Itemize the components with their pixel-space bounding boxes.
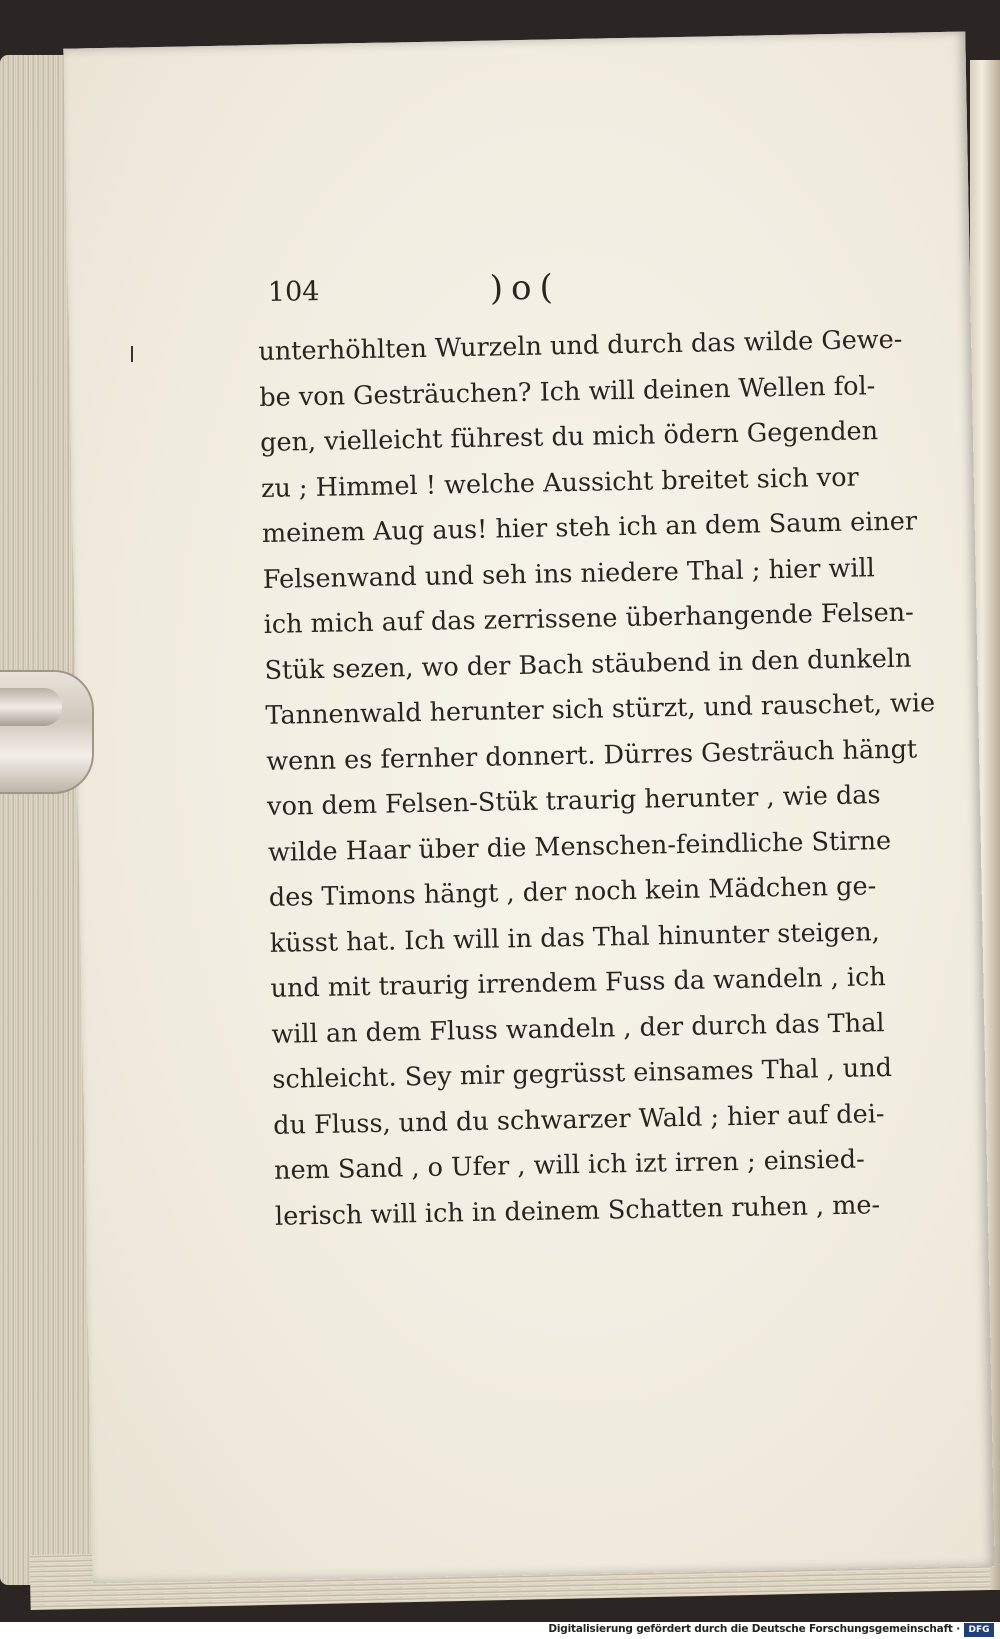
dfg-logo: DFG	[964, 1623, 994, 1637]
text-line: des Timons hängt , der noch kein Mädchen ge-	[268, 871, 877, 913]
text-line: du Fluss, und du schwarzer Wald ; hier auf dei-	[272, 1098, 885, 1141]
page-number: 104	[267, 276, 320, 308]
text-line: Tannenwald herunter sich stürzt, und rauschet, wie	[265, 688, 936, 731]
text-line: unterhöhlten Wurzeln und durch das wilde Gewe-	[258, 324, 903, 367]
margin-mark	[131, 346, 133, 362]
text-line: und mit traurig irrendem Fuss da wandeln , ich	[270, 962, 887, 1004]
running-head-ornament: )o(	[489, 267, 562, 309]
text-line: be von Gesträuchen? Ich will deinen Wellen fol-	[259, 370, 876, 413]
page-header	[268, 267, 789, 327]
body-text	[258, 320, 936, 1240]
text-line: wilde Haar über die Menschen-feindliche Stirne	[267, 825, 892, 868]
text-line: küsst hat. Ich will in das Thal hinunter steigen,	[269, 916, 881, 959]
text-line: gen, vielleicht führest du mich ödern Gegenden	[259, 416, 879, 458]
text-line: meinem Aug aus! hier steh ich an dem Saum einer	[261, 506, 918, 549]
digitization-credit: Digitalisierung gefördert durch die Deutsche Forschungsgemeinschaft ·	[548, 1623, 960, 1635]
text-line: zu ; Himmel ! welche Aussicht breitet sich vor	[260, 461, 860, 504]
text-line: schleicht. Sey mir gegrüsst einsames Thal , und	[272, 1052, 893, 1095]
text-line: nem Sand , o Ufer , will ich izt irren ; einsied-	[273, 1144, 865, 1186]
text-line: von dem Felsen-Stük traurig herunter , wie das	[266, 780, 881, 822]
text-line: lerisch will ich in deinem Schatten ruhen , me-	[274, 1189, 881, 1232]
text-line: wenn es fernher donnert. Dürres Gesträuch hängt	[265, 733, 918, 777]
text-line: Felsenwand und seh ins niedere Thal ; hier will	[262, 552, 876, 595]
text-line: ich mich auf das zerrissene überhangende Felsen-	[263, 597, 914, 640]
text-line: will an dem Fluss wandeln , der durch das Thal	[271, 1007, 885, 1050]
page-clip-rod	[0, 688, 62, 726]
text-line: Stük sezen, wo der Bach stäubend in den dunkeln	[264, 643, 912, 686]
